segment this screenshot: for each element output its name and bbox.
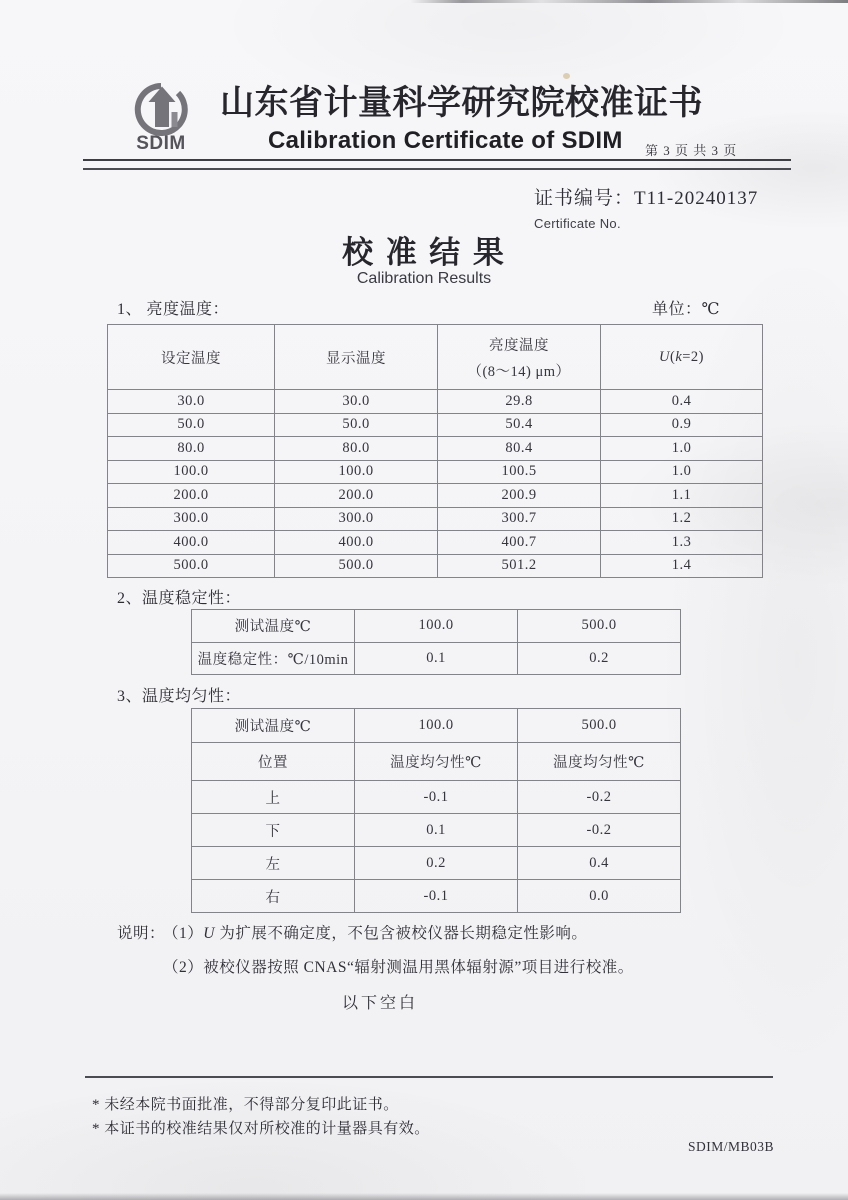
luminance-cell: 80.0: [108, 437, 275, 461]
luminance-cell: 1.0: [601, 437, 763, 461]
luminance-cell: 1.1: [601, 484, 763, 508]
luminance-cell: 500.0: [275, 554, 438, 578]
luminance-cell: 400.7: [438, 531, 601, 555]
uniformity-cell: 0.1: [355, 814, 518, 847]
stability-cell: 0.1: [355, 642, 518, 675]
table-row: [192, 781, 681, 814]
page-number: 第 3 页 共 3 页: [645, 143, 738, 158]
table-row: [108, 531, 763, 555]
header-divider: [83, 159, 791, 170]
luminance-cell: 300.7: [438, 507, 601, 531]
column-header-luminance-temp: [438, 325, 601, 390]
luminance-cell: 200.0: [275, 484, 438, 508]
temperature-uniformity-table: [191, 708, 681, 913]
stability-cell: 测试温度℃: [192, 610, 355, 643]
section2-label: 2、温度稳定性：: [117, 590, 242, 607]
footer-divider: [85, 1076, 773, 1078]
footer-note-1: * 未经本院书面批准，不得部分复印此证书。: [92, 1097, 399, 1113]
luminance-cell: 1.4: [601, 554, 763, 578]
stability-cell: 0.2: [518, 642, 681, 675]
table-row: [192, 709, 681, 743]
uniformity-cell: -0.1: [355, 781, 518, 814]
luminance-cell: 29.8: [438, 390, 601, 414]
results-title-cn: 校 准 结 果: [342, 235, 506, 270]
luminance-cell: 30.0: [108, 390, 275, 414]
stability-cell: 100.0: [355, 610, 518, 643]
luminance-cell: 50.0: [108, 413, 275, 437]
luminance-cell: 400.0: [108, 531, 275, 555]
note-item-1: [163, 921, 587, 943]
luminance-cell: 80.0: [275, 437, 438, 461]
results-title-en: Calibration Results: [356, 270, 492, 287]
uniformity-cell: 500.0: [518, 709, 681, 743]
stability-cell: 500.0: [518, 610, 681, 643]
note1-index: （1）: [163, 925, 204, 942]
luminance-cell: 501.2: [438, 554, 601, 578]
certificate-number-label-en: Certificate No.: [534, 216, 621, 231]
certificate-number-block: [534, 183, 758, 231]
notes-label: 说明：: [117, 925, 166, 942]
luminance-cell: 50.0: [275, 413, 438, 437]
table-row: [192, 610, 681, 643]
luminance-cell: 300.0: [275, 507, 438, 531]
table-row: [192, 743, 681, 781]
table-row: [108, 437, 763, 461]
table-row: [192, 880, 681, 913]
uniformity-cell: 0.2: [355, 847, 518, 880]
uncertainty-k: k: [675, 348, 683, 365]
column-header-set-temp: 设定温度: [108, 325, 275, 390]
uniformity-cell: 位置: [192, 743, 355, 781]
note-item-2: （2）被校仪器按照 CNAS“辐射测温用黑体辐射源”项目进行校准。: [163, 959, 634, 976]
uniformity-cell: 右: [192, 880, 355, 913]
sdim-logo-text: SDIM: [136, 133, 186, 153]
luminance-temperature-table: [107, 324, 763, 578]
section1-label: 1、 亮度温度：: [117, 301, 230, 318]
table-row: [192, 847, 681, 880]
uniformity-cell: 温度均匀性℃: [355, 743, 518, 781]
temperature-stability-table: [191, 609, 681, 675]
luminance-cell: 0.4: [601, 390, 763, 414]
luminance-cell: 1.0: [601, 460, 763, 484]
certificate-title-en: Calibration Certificate of SDIM: [268, 127, 623, 154]
footer-note-2: * 本证书的校准结果仅对所校准的计量器具有效。: [92, 1121, 430, 1137]
luminance-cell: 1.3: [601, 531, 763, 555]
uncertainty-paren: (: [669, 348, 676, 365]
luminance-cell: 30.0: [275, 390, 438, 414]
luminance-cell: 200.0: [108, 484, 275, 508]
column-header-luminance-temp-line2: （(8～14) μm）: [467, 363, 571, 380]
column-header-uncertainty: [601, 325, 763, 390]
end-of-results-note: 以下空白: [341, 995, 418, 1012]
unit-label: 单位：℃: [652, 301, 720, 318]
note1-text: 为扩展不确定度，不包含被校仪器长期稳定性影响。: [214, 925, 588, 942]
luminance-cell: 100.0: [275, 460, 438, 484]
certificate-title-cn: 山东省计量科学研究院校准证书: [220, 85, 703, 122]
table-row: [108, 554, 763, 578]
luminance-cell: 500.0: [108, 554, 275, 578]
uniformity-cell: -0.2: [518, 814, 681, 847]
luminance-cell: 80.4: [438, 437, 601, 461]
column-header-display-temp: 显示温度: [275, 325, 438, 390]
luminance-cell: 50.4: [438, 413, 601, 437]
table-row: [192, 642, 681, 675]
uniformity-cell: 左: [192, 847, 355, 880]
table-row: [108, 507, 763, 531]
table-row: [192, 814, 681, 847]
luminance-cell: 100.0: [108, 460, 275, 484]
uniformity-cell: 0.0: [518, 880, 681, 913]
luminance-cell: 300.0: [108, 507, 275, 531]
table-header-row: [108, 325, 763, 390]
uniformity-cell: 100.0: [355, 709, 518, 743]
section3-label: 3、温度均匀性：: [117, 688, 242, 705]
luminance-cell: 100.5: [438, 460, 601, 484]
certificate-number-line: [534, 183, 758, 210]
certificate-number-label: 证书编号：: [534, 188, 635, 209]
uncertainty-u: U: [658, 348, 670, 365]
table-row: [108, 390, 763, 414]
uniformity-cell: 下: [192, 814, 355, 847]
uniformity-cell: 测试温度℃: [192, 709, 355, 743]
table-row: [108, 413, 763, 437]
note1-u-symbol: U: [203, 925, 215, 942]
stability-cell: 温度稳定性：℃/10min: [192, 642, 355, 675]
luminance-cell: 1.2: [601, 507, 763, 531]
table-row: [108, 460, 763, 484]
scan-edge-artifact-bottom: [0, 1193, 848, 1200]
certificate-number-value: T11-20240137: [634, 188, 759, 209]
uniformity-cell: 温度均匀性℃: [518, 743, 681, 781]
luminance-cell: 200.9: [438, 484, 601, 508]
uniformity-cell: 0.4: [518, 847, 681, 880]
scan-edge-artifact-top: [410, 0, 848, 3]
table-row: [108, 484, 763, 508]
uniformity-cell: -0.2: [518, 781, 681, 814]
uniformity-cell: -0.1: [355, 880, 518, 913]
sdim-logo-icon: [132, 83, 190, 153]
column-header-luminance-temp-line1: 亮度温度: [489, 337, 549, 354]
form-code: SDIM/MB03B: [688, 1139, 775, 1154]
sdim-logo: [132, 83, 190, 153]
uniformity-cell: 上: [192, 781, 355, 814]
uncertainty-rest: =2): [682, 348, 705, 365]
scan-spot-artifact: [563, 73, 570, 79]
luminance-cell: 400.0: [275, 531, 438, 555]
luminance-cell: 0.9: [601, 413, 763, 437]
